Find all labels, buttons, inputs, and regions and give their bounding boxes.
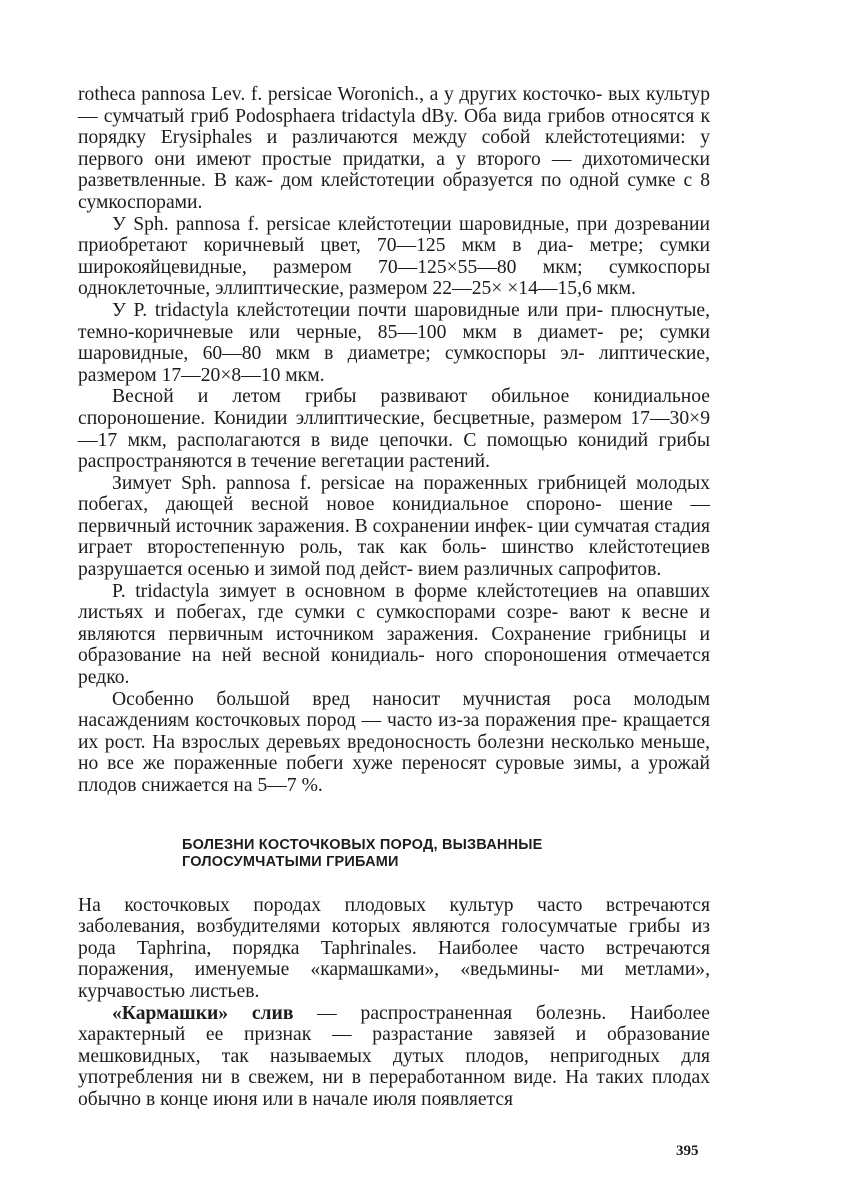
- section-heading: [182, 837, 602, 871]
- term-plum-pockets: «Кармашки» слив: [112, 1002, 294, 1024]
- paragraph-2: У Sph. pannosa f. persicae клейстотеции шаровидные, при дозревании приобретают коричневый цвет, 70—125 мкм в диа- метре; сумки широкояйцевидные, размером 70—125×55—80 мкм; сумкоспоры одноклеточные, эллиптические, размером 22—25× ×14—15,6 мкм.: [78, 213, 710, 300]
- paragraph-4: Весной и летом грибы развивают обильное конидиальное спороношение. Конидии эллиптические, бесцветные, размером 17—30×9—17 мкм, располагаются в виде цепочки. С помощью конидий грибы распространяются в течение вегетации растений.: [78, 386, 710, 473]
- paragraph-7: Особенно большой вред наносит мучнистая роса молодым насаждениям косточковых пород — часто из-за поражения пре- кращается их рост. На взрослых деревьях вредоносность болезни несколько меньше, но все же пораженные побеги хуже переносят суровые зимы, а урожай плодов снижается на 5—7 %.: [78, 688, 710, 796]
- section-heading-line-2: ГОЛОСУМЧАТЫМИ ГРИБАМИ: [182, 853, 399, 870]
- page-body: [78, 84, 710, 1111]
- paragraph-6: P. tridactyla зимует в основном в форме клейстотециев на опавших листьях и побегах, где сумки с сумкоспорами созре- вают к весне и являются первичным источником заражения. Сохранение грибницы и образование на ней весной конидиаль- ного спороношения отмечается редко.: [78, 580, 710, 689]
- page-number: 395: [676, 1143, 699, 1159]
- paragraph-1: rotheca pannosa Lev. f. persicae Woronich., а у других косточко- вых культур — сумчатый гриб Podosphaera tridactyla dBy. Оба вида грибов относятся к порядку Erysiphales и различаются между собой клейстотециями: у первого они имеют простые придатки, а у второго — дихотомически разветвленные. В каж- дом клейстотеции образуется по одной сумке с 8 сумкоспорами.: [78, 84, 710, 213]
- paragraph-9-text: — распространенная болезнь. Наиболее характерный ее признак — разрастание завязей и образование мешковидных, так называемых дутых плодов, непригодных для употребления ни в свежем, ни в переработанном виде. На таких плодах обычно в конце июня или в начале июля появляется: [78, 1002, 710, 1110]
- paragraph-9: [78, 1003, 710, 1111]
- paragraph-5: Зимует Sph. pannosa f. persicae на пораженных грибницей молодых побегах, дающей весной новое конидиальное спороно- шение — первичный источник заражения. В сохранении инфек- ции сумчатая стадия играет второстепенную роль, так как боль- шинство клейстотециев разрушается осенью и зимой под дейст- вием различных сапрофитов.: [78, 472, 710, 581]
- paragraph-3: У P. tridactyla клейстотеции почти шаровидные или при- плюснутые, темно-коричневые или черные, 85—100 мкм в диамет- ре; сумки шаровидные, 60—80 мкм в диаметре; сумкоспоры эл- липтические, размером 17—20×8—10 мкм.: [78, 299, 710, 386]
- section-heading-line-1: БОЛЕЗНИ КОСТОЧКОВЫХ ПОРОД, ВЫЗВАННЫЕ: [182, 836, 543, 853]
- paragraph-8: На косточковых породах плодовых культур часто встречаются заболевания, возбудителями которых являются голосумчатые грибы из рода Taphrina, порядка Taphrinales. Наиболее часто встречаются поражения, именуемые «кармашками», «ведьмины- ми метлами», курчавостью листьев.: [78, 894, 710, 1002]
